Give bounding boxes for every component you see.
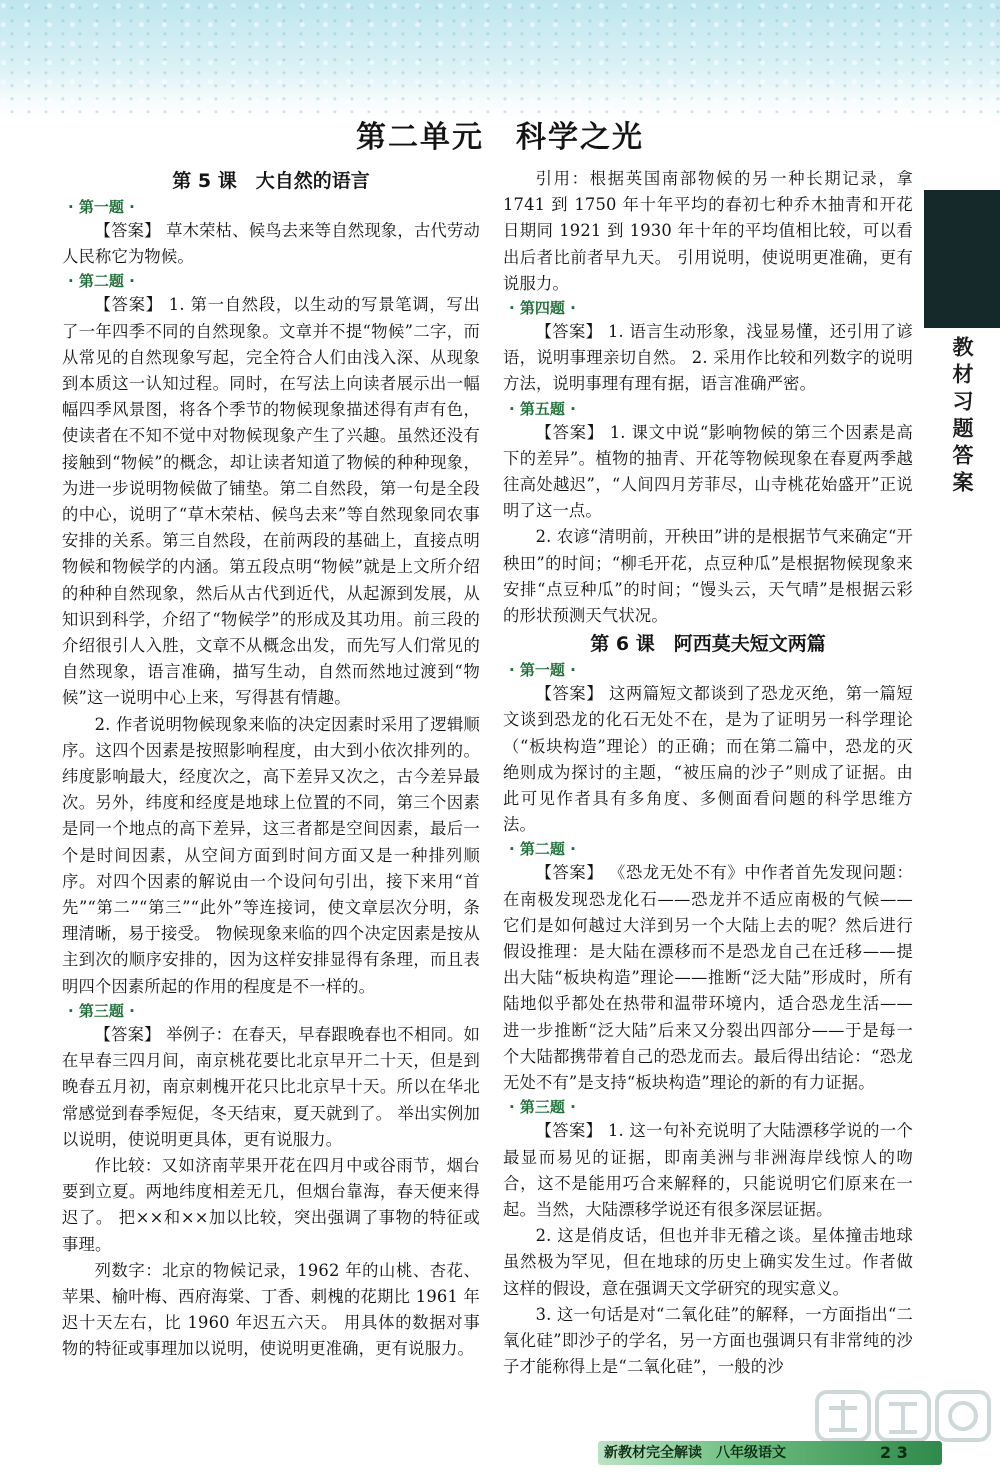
lesson5-q3-quotation: 引用：根据英国南部物候的另一种长期记录，拿 1741 到 1750 年十年平均的春初七种乔木抽青和开花日期同 1921 到 1930 年十年的平均值相比较，可以看出后者比前者早九天。 引用说明，使说明更准确，更有说服力。	[503, 169, 913, 293]
lesson5-q5-answer-2: 2. 农谚“清明前，开秧田”讲的是根据节气来确定“开秧田”的时间；“柳毛开花，点豆种瓜”是根据物候现象来安排“点豆种瓜”的时间；“馒头云，天气晴”是根据云彩的形状预测天气状况。	[503, 527, 913, 626]
lesson6-q1-answer: 【答案】 这两篇短文都谈到了恐龙灭绝，第一篇短文谈到恐龙的化石无处不在，是为了证明另一科学理论（“板块构造”理论）的正确；而在第二篇中，恐龙的灭绝则成为探讨的主题，“被压扁的沙子”则成了证据。由此可见作者具有多角度、多侧面看问题的科学思维方法。	[503, 684, 913, 835]
lesson6-question-2-heading: · 第二题 ·	[509, 840, 576, 859]
lesson6-q3-answer-3: 3. 这一句话是对“二氧化硅”的解释，一方面指出“二氧化硅”即沙子的学名，另一方面也强调只有非常纯的沙子才能称得上是“二氧化硅”，一般的沙	[503, 1304, 913, 1377]
lesson6-question-1-heading: · 第一题 ·	[509, 661, 576, 680]
lesson5-q2-answer-2: 2. 作者说明物候现象来临的决定因素时采用了逻辑顺序。这四个因素是按照影响程度，由大到小依次排列的。纬度影响最大，经度次之，高下差异又次之，古今差异最次。另外，纬度和经度是地球上位置的不同，第三个因素是同一个地点的高下差异，这三者都是空间因素，最后一个是时间因素，从空间方面到时间方面又是一种排列顺序。对四个因素的解说由一个设问句引出，接下来用“首先”“第二”“第三”“此外”等连接词，使文章层次分明，条理清晰，易于接受。 物候现象来临的四个决定因素是按从主到次的顺序安排的，因为这样安排显得有条理，而且表明四个因素所起的作用的程度是不一样的。	[62, 714, 480, 996]
watermark-logo-icon	[815, 1388, 993, 1444]
lesson6-q3-answer-1: 【答案】 1. 这一句补充说明了大陆漂移学说的一个最显而易见的证据，即南美洲与非洲海岸线惊人的吻合，这不是能用巧合来解释的，只能说明它们原来在一起。当然，大陆漂移学说还有很多深层证据。	[503, 1121, 913, 1219]
lesson5-question-1-heading: · 第一题 ·	[68, 198, 135, 216]
left-column	[62, 166, 480, 1363]
header-texture-band	[0, 0, 1000, 118]
lesson6-question-3-heading: · 第三题 ·	[509, 1098, 576, 1117]
lesson5-q5-answer-1: 【答案】 1. 课文中说“影响物候的第三个因素是高下的差异”。植物的抽青、开花等物候现象在春夏两季越往高处越迟”，“人间四月芳菲尽，山寺桃花始盛开”正说明了这一点。	[503, 422, 913, 521]
lesson6-q3-answer-2: 2. 这是俏皮话，但也并非无稽之谈。星体撞击地球虽然极为罕见，但在地球的历史上确实发生过。作者做这样的假设，意在强调天文学研究的现实意义。	[503, 1226, 913, 1298]
lesson-5-title: 第 5 课 大自然的语言	[172, 170, 370, 192]
lesson5-q3-numbers: 列数字：北京的物候记录，1962 年的山桃、杏花、苹果、榆叶梅、西府海棠、丁香、刺槐的花期比 1961 年迟十天左右，比 1960 年迟五六天。 用具体的数据对事物的特征或事理加以说明，使说明更准确，更有说服力。	[62, 1260, 480, 1359]
lesson6-q2-answer: 【答案】 《恐龙无处不有》中作者首先发现问题：在南极发现恐龙化石——恐龙并不适应南极的气候——它们是如何越过大洋到另一个大陆上去的呢？然后进行假设推理：是大陆在漂移而不是恐龙自己在迁移——提出大陆“板块构造”理论——推断“泛大陆”形成时，所有陆地似乎都处在热带和温带环境内，适合恐龙生活——进一步推断“泛大陆”后来又分裂出四部分——于是每一个大陆都携带着自己的恐龙而去。最后得出结论：“恐龙无处不有”是支持“板块构造”理论的新的有力证据。	[503, 863, 913, 1093]
unit-title: 第二单元 科学之光	[356, 120, 644, 155]
lesson5-q4-answer: 【答案】 1. 语言生动形象，浅显易懂，还引用了谚语，说明事理亲切自然。 2. 采用作比较和列数字的说明方法，说明事理有理有据，语言准确严密。	[503, 322, 913, 394]
lesson5-question-3-heading: · 第三题 ·	[68, 1001, 135, 1020]
lesson5-q3-example: 【答案】 举例子：在春天，早春跟晚春也不相同。如在早春三四月间，南京桃花要比北京早开二十天，但是到晚春五月初，南京刺槐开花只比北京早十天。所以在华北常感觉到春季短促，冬天结束，夏天就到了。 举出实例加以说明，使说明更具体，更有说服力。	[62, 1024, 480, 1149]
lesson5-question-5-heading: · 第五题 ·	[509, 399, 576, 418]
lesson5-question-4-heading: · 第四题 ·	[509, 299, 576, 318]
footer-book-title: 新教材完全解读 八年级语文	[604, 1445, 786, 1461]
side-tab-block	[924, 190, 1000, 328]
right-column	[503, 166, 913, 1380]
side-tab-label: 教材习题答案	[950, 336, 974, 498]
lesson5-q1-answer: 【答案】 草木荣枯、候鸟去来等自然现象，古代劳动人民称它为物候。	[62, 221, 480, 267]
lesson-6-title: 第 6 课 阿西莫夫短文两篇	[590, 633, 826, 656]
lesson5-q2-answer-1: 【答案】 1. 第一自然段，以生动的写景笔调，写出了一年四季不同的自然现象。文章并不提“物候”二字，而从常见的自然现象写起，完全符合人们由浅入深、从现象到本质这一认知过程。同时，在写法上向读者展示出一幅幅四季风景图，将各个季节的物候现象描述得有声有色，使读者在不知不觉中对物候现象产生了兴趣。虽然还没有接触到“物候”的概念，却让读者知道了物候的种种现象，为进一步说明物候做了铺垫。第二自然段，第一句是全段的中心，说明了“草木荣枯、候鸟去来”等自然现象同农事安排的关系。第三自然段，在前两段的基础上，直接点明物候和物候学的内涵。第五段点明“物候”就是上文所介绍的种种自然现象，然后从古代到近代，从起源到发展，从知识到科学，介绍了“物候学”的形成及其功用。前三段的介绍很引人入胜，文章不从概念出发，而先写人们常见的自然现象，语言准确，描写生动，自然而然地过渡到“物候”这一说明中心上来，写得甚有情趣。	[62, 295, 480, 708]
page-number: 2 3	[880, 1443, 908, 1462]
lesson5-question-2-heading: · 第二题 ·	[68, 272, 135, 291]
lesson5-q3-comparison: 作比较：又如济南苹果开花在四月中或谷雨节，烟台要到立夏。两地纬度相差无几，但烟台靠海，春天便来得迟了。 把××和××加以比较，突出强调了事物的特征或事理。	[62, 1155, 480, 1254]
